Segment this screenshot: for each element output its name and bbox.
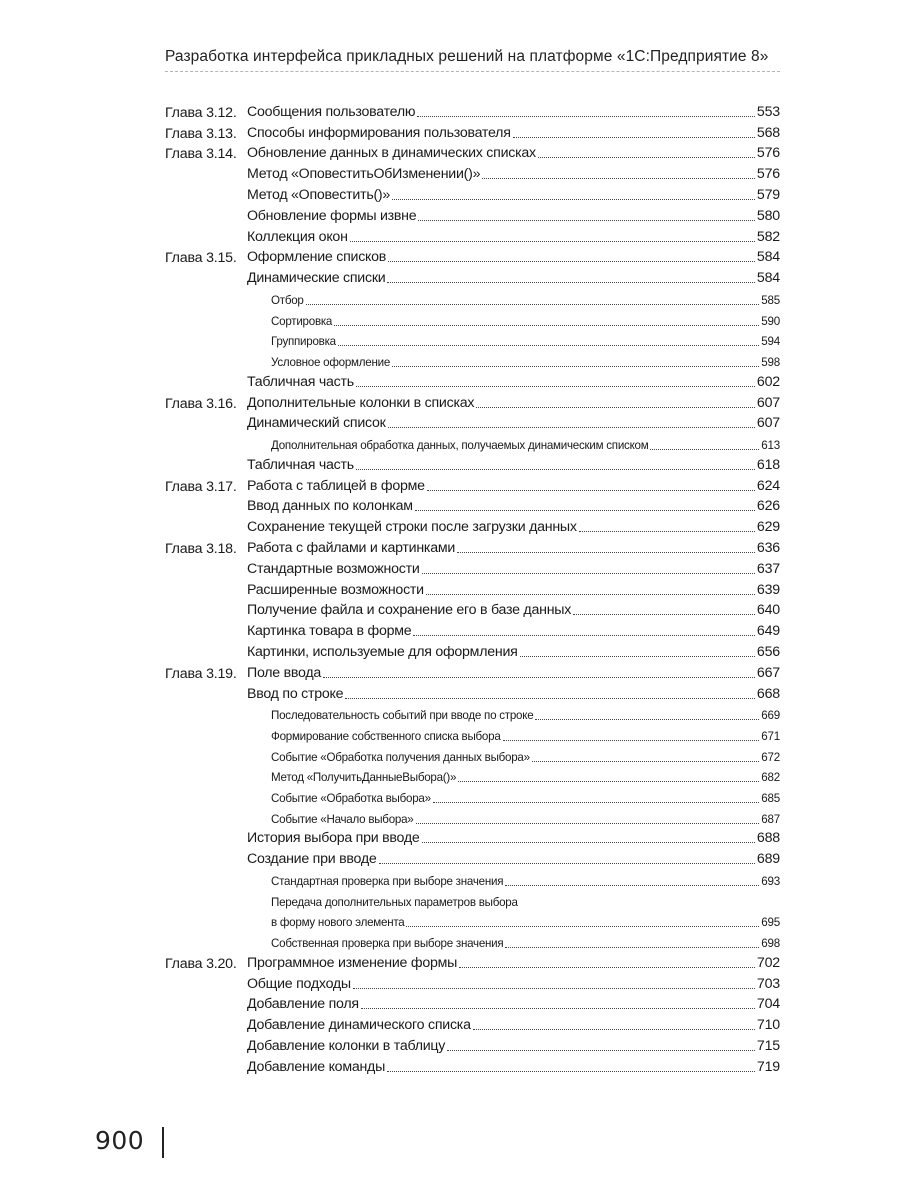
toc-chapter-entry — [165, 474, 780, 495]
dot-leader — [356, 386, 755, 387]
dot-leader — [426, 594, 755, 595]
dot-leader — [392, 199, 755, 200]
toc-chapter-entry — [165, 246, 780, 267]
table-of-contents — [165, 100, 780, 1076]
chapter-number: Глава 3.18. — [165, 540, 237, 557]
entry-page-number: 582 — [756, 228, 780, 245]
toc-entry — [165, 1034, 780, 1055]
toc-entry — [165, 785, 780, 806]
toc-entry — [165, 308, 780, 329]
dot-leader — [422, 842, 755, 843]
running-header-title: Разработка интерфейса прикладных решений на платформе «1С:Предприятие 8» — [165, 48, 769, 65]
dot-leader — [473, 1029, 755, 1030]
dot-leader — [520, 656, 755, 657]
dot-leader — [306, 304, 760, 305]
entry-title: Коллекция окон — [247, 228, 348, 245]
dot-leader — [361, 1008, 755, 1009]
entry-page-number: 640 — [756, 602, 780, 619]
entry-title: Добавление динамического списка — [247, 1017, 471, 1034]
dot-leader — [573, 614, 755, 615]
dot-leader — [418, 220, 755, 221]
chapter-number: Глава 3.15. — [165, 250, 237, 267]
entry-title: Табличная часть — [247, 456, 354, 473]
entry-title: Сортировка — [271, 314, 333, 328]
entry-title: Добавление команды — [247, 1058, 386, 1075]
entry-page-number: 668 — [756, 685, 780, 702]
entry-title: Сохранение текущей строки после загрузки данных — [247, 519, 577, 536]
toc-entry — [165, 682, 780, 703]
entry-page-number: 704 — [756, 996, 780, 1013]
toc-entry — [165, 1055, 780, 1076]
toc-entry — [165, 868, 780, 889]
entry-page-number: 669 — [761, 709, 780, 723]
toc-chapter-entry — [165, 536, 780, 557]
entry-page-number: 580 — [756, 207, 780, 224]
entry-page-number: 553 — [756, 103, 780, 120]
toc-entry — [165, 162, 780, 183]
entry-page-number: 636 — [756, 539, 780, 556]
entry-title: Программное изменение формы — [247, 954, 458, 971]
toc-chapter-entry — [165, 121, 780, 142]
entry-title: Ввод по строке — [247, 685, 344, 702]
entry-page-number: 656 — [756, 643, 780, 660]
dot-leader — [388, 261, 755, 262]
entry-page-number: 698 — [761, 937, 780, 951]
page-number-rule — [162, 1127, 164, 1158]
entry-page-number: 607 — [756, 394, 780, 411]
entry-title: Событие «Начало выбора» — [271, 812, 414, 826]
entry-page-number: 576 — [756, 145, 780, 162]
toc-entry — [165, 765, 780, 786]
entry-page-number: 710 — [756, 1017, 780, 1034]
dot-leader — [650, 449, 759, 450]
toc-entry — [165, 578, 780, 599]
dot-leader — [427, 490, 755, 491]
entry-page-number: 702 — [756, 954, 780, 971]
toc-entry — [165, 1013, 780, 1034]
dot-leader — [503, 740, 760, 741]
entry-title: Расширенные возможности — [247, 581, 424, 598]
dot-leader — [417, 116, 755, 117]
dot-leader — [406, 926, 759, 927]
entry-title: Метод «ПолучитьДанныеВыбора()» — [271, 771, 457, 785]
toc-chapter-entry — [165, 391, 780, 412]
toc-entry — [165, 619, 780, 640]
entry-title: Добавление поля — [247, 996, 359, 1013]
chapter-number: Глава 3.13. — [165, 125, 237, 142]
entry-title: Стандартная проверка при выборе значения — [271, 874, 504, 888]
dot-leader — [459, 967, 755, 968]
toc-entry — [165, 703, 780, 724]
toc-entry — [165, 993, 780, 1014]
entry-page-number: 672 — [761, 750, 780, 764]
page-number: 900 — [95, 1126, 145, 1155]
entry-title: Способы информирования пользователя — [247, 124, 511, 141]
entry-page-number: 579 — [756, 186, 780, 203]
entry-title: Работа с файлами и картинками — [247, 539, 456, 556]
chapter-number: Глава 3.16. — [165, 395, 237, 412]
toc-entry — [165, 827, 780, 848]
entry-title: Ввод данных по колонкам — [247, 498, 413, 515]
entry-page-number: 624 — [756, 477, 780, 494]
toc-entry — [165, 287, 780, 308]
chapter-number: Глава 3.14. — [165, 146, 237, 163]
entry-page-number: 576 — [756, 166, 780, 183]
chapter-number: Глава 3.19. — [165, 665, 237, 682]
entry-title: Дополнительная обработка данных, получаемых динамическим списком — [271, 439, 649, 452]
entry-title: Собственная проверка при выборе значения — [271, 937, 504, 951]
toc-entry — [165, 349, 780, 370]
entry-title: Сообщения пользователю — [247, 103, 416, 120]
toc-entry — [165, 972, 780, 993]
entry-title: История выбора при вводе — [247, 830, 420, 847]
dot-leader — [505, 885, 759, 886]
entry-page-number: 715 — [756, 1038, 780, 1055]
entry-page-number: 607 — [756, 415, 780, 432]
entry-page-number: 667 — [756, 664, 780, 681]
dot-leader — [345, 698, 755, 699]
toc-entry — [165, 329, 780, 350]
entry-title: Группировка — [271, 335, 336, 349]
dot-leader — [387, 1071, 755, 1072]
entry-title: Динамический список — [247, 415, 386, 432]
entry-page-number: 639 — [756, 581, 780, 598]
entry-title: Последовательность событий при вводе по строке — [271, 709, 534, 723]
toc-entry — [165, 515, 780, 536]
entry-page-number: 719 — [756, 1058, 780, 1075]
toc-entry — [165, 412, 780, 433]
entry-title: Событие «Обработка выбора» — [271, 792, 431, 805]
entry-title: Общие подходы — [247, 975, 351, 992]
toc-entry — [165, 910, 780, 931]
dot-leader — [505, 947, 759, 948]
dot-leader — [535, 719, 759, 720]
dot-leader — [323, 677, 755, 678]
entry-title: Работа с таблицей в форме — [247, 477, 425, 494]
toc-entry — [165, 557, 780, 578]
entry-page-number: 584 — [756, 270, 780, 287]
toc-entry — [165, 744, 780, 765]
toc-entry — [165, 599, 780, 620]
chapter-number: Глава 3.20. — [165, 955, 237, 972]
entry-title: Отбор — [271, 293, 304, 307]
toc-entry — [165, 930, 780, 951]
entry-title: Картинка товара в форме — [247, 623, 412, 640]
dot-leader — [415, 510, 755, 511]
toc-chapter-entry — [165, 142, 780, 163]
chapter-number: Глава 3.17. — [165, 478, 237, 495]
toc-entry — [165, 370, 780, 391]
dot-leader — [513, 137, 755, 138]
entry-title: Создание при вводе — [247, 851, 377, 868]
dot-leader — [379, 863, 755, 864]
dot-leader — [388, 427, 755, 428]
toc-chapter-entry — [165, 951, 780, 972]
dot-leader — [334, 325, 759, 326]
dot-leader — [447, 1050, 755, 1051]
toc-entry — [165, 889, 780, 910]
header-divider — [165, 71, 780, 72]
toc-entry — [165, 495, 780, 516]
entry-title: в форму нового элемента — [271, 916, 405, 930]
entry-page-number: 629 — [756, 519, 780, 536]
dot-leader — [338, 345, 759, 346]
entry-page-number: 590 — [761, 314, 780, 328]
entry-title: Добавление колонки в таблицу — [247, 1038, 446, 1055]
dot-leader — [433, 802, 759, 803]
entry-title: Поле ввода — [247, 664, 322, 681]
entry-title: Картинки, используемые для оформления — [247, 643, 518, 660]
entry-page-number: 637 — [756, 560, 780, 577]
dot-leader — [538, 157, 755, 158]
dot-leader — [579, 531, 755, 532]
dot-leader — [356, 469, 755, 470]
dot-leader — [458, 781, 759, 782]
dot-leader — [476, 407, 755, 408]
toc-entry — [165, 723, 780, 744]
entry-title: Метод «Оповестить()» — [247, 186, 391, 203]
entry-page-number: 584 — [756, 249, 780, 266]
toc-entry — [165, 847, 780, 868]
entry-page-number: 598 — [761, 355, 780, 369]
dot-leader — [387, 282, 754, 283]
entry-title: Получение файла и сохранение его в базе данных — [247, 602, 572, 619]
entry-title: Условное оформление — [271, 355, 391, 369]
entry-title: Передача дополнительных параметров выбора — [271, 895, 518, 909]
entry-title: Оформление списков — [247, 249, 387, 266]
entry-title: Обновление данных в динамических списках — [247, 145, 536, 162]
entry-page-number: 594 — [761, 335, 780, 349]
entry-page-number: 626 — [756, 498, 780, 515]
dot-leader — [482, 178, 755, 179]
toc-entry — [165, 266, 780, 287]
entry-page-number: 568 — [756, 124, 780, 141]
dot-leader — [416, 823, 760, 824]
entry-title: Метод «ОповеститьОбИзменении()» — [247, 166, 481, 183]
entry-page-number: 688 — [756, 830, 780, 847]
entry-page-number: 685 — [761, 792, 780, 805]
toc-chapter-entry — [165, 100, 780, 121]
entry-page-number: 682 — [761, 771, 780, 785]
toc-entry — [165, 204, 780, 225]
toc-chapter-entry — [165, 661, 780, 682]
entry-title: Стандартные возможности — [247, 560, 420, 577]
entry-page-number: 689 — [756, 851, 780, 868]
entry-title: Динамические списки — [247, 270, 386, 287]
chapter-number: Глава 3.12. — [165, 104, 237, 121]
entry-page-number: 687 — [761, 812, 780, 826]
entry-page-number: 671 — [761, 729, 780, 743]
entry-page-number: 695 — [761, 916, 780, 930]
dot-leader — [413, 635, 755, 636]
toc-entry — [165, 225, 780, 246]
entry-page-number: 618 — [756, 456, 780, 473]
toc-entry — [165, 432, 780, 453]
dot-leader — [353, 988, 755, 989]
entry-title: Дополнительные колонки в списках — [247, 394, 475, 411]
dot-leader — [350, 241, 755, 242]
toc-entry — [165, 183, 780, 204]
dot-leader — [532, 761, 759, 762]
entry-title: Событие «Обработка получения данных выбора» — [271, 750, 530, 764]
entry-title: Обновление формы извне — [247, 207, 417, 224]
entry-page-number: 693 — [761, 874, 780, 888]
entry-page-number: 649 — [756, 623, 780, 640]
toc-entry — [165, 640, 780, 661]
entry-page-number: 613 — [761, 439, 780, 452]
dot-leader — [392, 366, 759, 367]
dot-leader — [422, 573, 755, 574]
entry-page-number: 602 — [756, 373, 780, 390]
toc-entry — [165, 453, 780, 474]
dot-leader — [457, 552, 755, 553]
entry-title: Формирование собственного списка выбора — [271, 729, 501, 743]
entry-page-number: 585 — [761, 293, 780, 307]
entry-title: Табличная часть — [247, 373, 354, 390]
toc-entry — [165, 806, 780, 827]
entry-page-number: 703 — [756, 975, 780, 992]
